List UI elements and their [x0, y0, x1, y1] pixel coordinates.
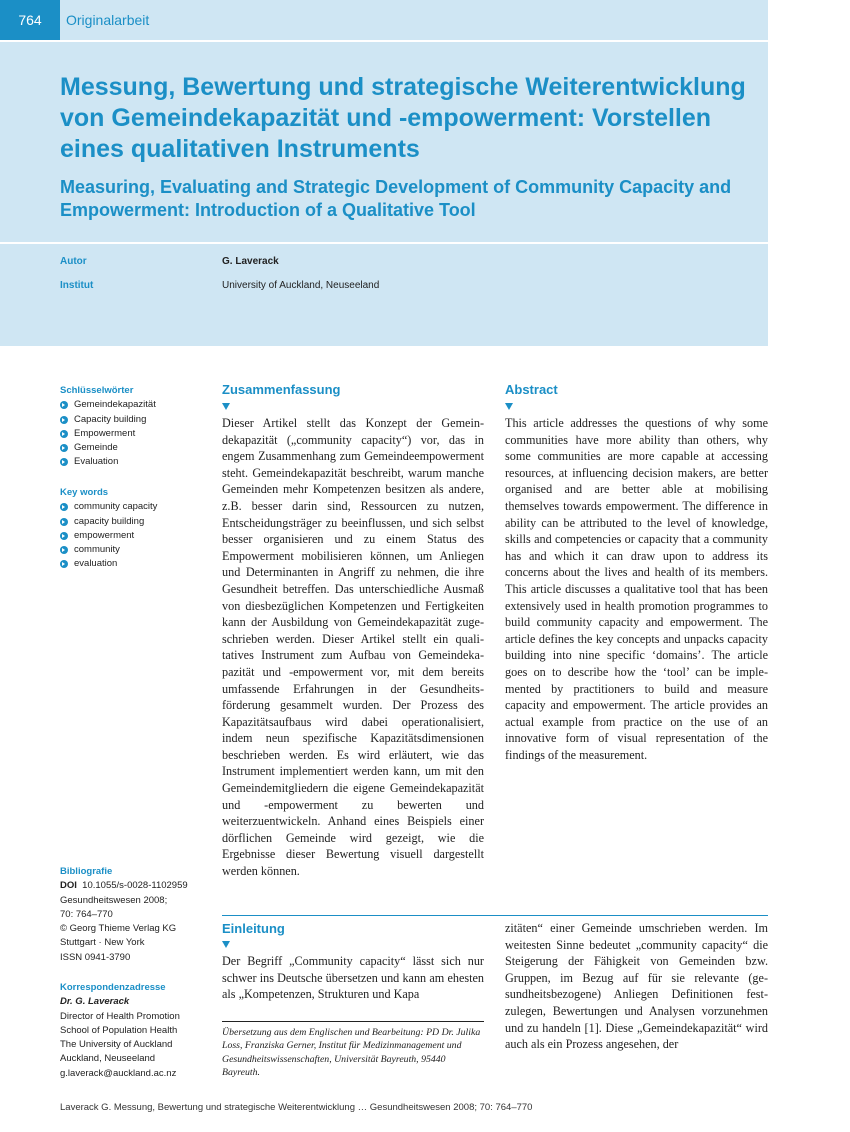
keyword-item: evaluation	[60, 557, 210, 571]
contact-line: Director of Health Promotion	[60, 1010, 180, 1022]
einleitung-text-left: Der Begriff „Community capacity“ lässt sich nur schwer ins Deutsche übersetzen und kann am ehesten als „Kompetenzen, Strukturen und Kapa	[222, 954, 484, 1002]
einleitung-text-right: zitäten“ einer Gemeinde umschrieben werden. Im weitesten Sinne bedeutet „community capacity“ die Steigerung der Fähigkeit von Gemeinden bzw. Gruppen, im Bezug auf für sie relevante (gesundheitsbezogene) Anliegen Definitionen festzulegen, Bewertungen und Analysen vorzunehmen und zu handeln [1]. Diese „Gemeindekapazität“ wird auch als ein Prozess angesehen, der	[505, 921, 768, 1052]
footnote-rule	[222, 1021, 484, 1022]
keyword-item: empowerment	[60, 529, 210, 543]
title-divider	[0, 242, 768, 244]
keyword-item: community capacity	[60, 500, 210, 514]
keyword-item: Gemeindekapazität	[60, 398, 210, 412]
bib-line: 70: 764–770	[60, 908, 113, 920]
correspondence	[60, 981, 210, 1081]
contact-name: Dr. G. Laverack	[60, 996, 130, 1008]
triangle-down-icon	[222, 941, 230, 948]
keyword-item: Gemeinde	[60, 441, 210, 455]
section-divider	[222, 915, 768, 916]
contact-line: School of Population Health	[60, 1024, 178, 1036]
contact-email[interactable]: g.laverack@auckland.ac.nz	[60, 1067, 177, 1079]
header-band	[0, 0, 768, 346]
contact-line: The University of Auckland	[60, 1039, 173, 1051]
keywords-german	[60, 384, 210, 470]
title-german: Messung, Bewertung und strategische Weiterentwicklung von Gemeindekapazität und -empowerment: Vorstellen eines qualitativen Instruments	[60, 73, 746, 163]
author-label: Autor	[60, 256, 87, 267]
institute-label: Institut	[60, 280, 94, 291]
page-footer: Laverack G. Messung, Bewertung und strategische Weiterentwicklung … Gesundheitswesen 2008; 70: 764–770	[60, 1102, 533, 1113]
keyword-item: community	[60, 543, 210, 557]
doi-value[interactable]: 10.1055/s-0028-1102959	[82, 880, 188, 892]
bibliography	[60, 865, 210, 965]
bib-line: Gesundheitswesen 2008;	[60, 894, 168, 906]
keyword-item: Capacity building	[60, 413, 210, 427]
abstract-heading: Abstract	[505, 382, 558, 397]
keywords-english-heading: Key words	[60, 487, 109, 498]
doi-line	[60, 879, 210, 893]
bib-line: © Georg Thieme Verlag KG	[60, 923, 177, 935]
bib-line: ISSN 0941-3790	[60, 951, 131, 963]
zusammenfassung-text: Dieser Artikel stellt das Konzept der Gemeindekapazität („community capacity“) vor, das in engem Zusammenhang zum Gemeindeempowerment steht. Gemeindekapazität beschreibt, warum manche Gemeinden mehr Kompetenzen besitzen als andere, z.B. besser darin sind, Ressourcen zu nutzen, Entscheidungsträger zu beeinflussen, und sich selbst besser organisieren und zu einem Status des Empowerment mobilisieren können, um Anliegen und Determinanten in Angriff zu nehmen, die ihre Gesundheit betreffen. Das unterschiedliche Ausmaß von diesbezüglichen Kompetenzen und Fertigkeiten kann der Ausbildung von Gemeindekapazität zugeschrieben werden. Dieser Artikel stellt ein qualitatives Instrument zum Aufbau von Gemeindekapazität und -empowerment vor, mit dem bereits umfassende Erfahrungen in der Gesundheitsförderung gesammelt wurden. Der Prozess des Kapazitätsaufbaus wird dabei operationalisiert, indem neun spezifische Kapazitätsdimensionen beschrieben werden. Es wird erläutert, wie das Instrument implementiert werden kann, um mit den Gemeindemitgliedern die eigene Gemeindekapazität und -empowerment zu bewerten und weiterzuentwickeln. Anhand eines Beispiels einer dörflichen Gemeinde wird gezeigt, wie die Ergebnisse dieser Bewertung visuell dargestellt werden können.	[222, 416, 484, 879]
doi-label: DOI	[60, 880, 77, 892]
keyword-item: capacity building	[60, 515, 210, 529]
einleitung-heading: Einleitung	[222, 921, 285, 936]
keywords-german-heading: Schlüsselwörter	[60, 385, 134, 396]
triangle-down-icon	[505, 403, 513, 410]
bibliography-heading: Bibliografie	[60, 866, 113, 877]
abstract-text: This article addresses the questions of why some communities have more ability than others, why some communities are more capable at accessing resources, at influencing decision makers, are better organised and are better able at mobilising themselves towards empowerment. The difference in ability can be attributed to the level of knowledge, skills and competencies or capacity that a community has and which it can draw upon to address its concerns about the lives and health of its members. This article discusses a qualitative tool that has been extensively used in health promotion programmes to build community capacity and empowerment. The article defines the key concepts and unpacks capacity building into nine specific ‘domains’. The article goes on to describe how the ‘tool’ can be implemented by practitioners to build and measure capacity and empowerment. The article provides an actual example from practice on the use of an innovative form of visual representation of the findings of the measurement.	[505, 416, 768, 762]
institute-name: University of Auckland, Neuseeland	[222, 280, 380, 291]
section-label: Originalarbeit	[66, 12, 150, 28]
author-name: G. Laverack	[222, 256, 279, 267]
bib-line: Stuttgart · New York	[60, 937, 145, 949]
contact-line: Auckland, Neuseeland	[60, 1053, 156, 1065]
translation-footnote: Übersetzung aus dem Englischen und Bearbeitung: PD Dr. Julika Loss, Franziska Gerner, Institut für Medizinmanagement und Gesundheitswissenschaften, Universität Bayreuth, 95440 Bayreuth.	[222, 1027, 481, 1079]
triangle-down-icon	[222, 403, 230, 410]
title-english: Measuring, Evaluating and Strategic Development of Community Capacity and Empowerment: Introduction of a Qualitative Tool	[60, 177, 732, 220]
keywords-english	[60, 486, 210, 572]
page-number: 764	[0, 0, 60, 40]
keyword-item: Empowerment	[60, 427, 210, 441]
header-divider	[0, 40, 768, 42]
correspondence-heading: Korrespondenzadresse	[60, 982, 166, 993]
zusammenfassung-heading: Zusammenfassung	[222, 382, 341, 397]
keyword-item: Evaluation	[60, 455, 210, 469]
